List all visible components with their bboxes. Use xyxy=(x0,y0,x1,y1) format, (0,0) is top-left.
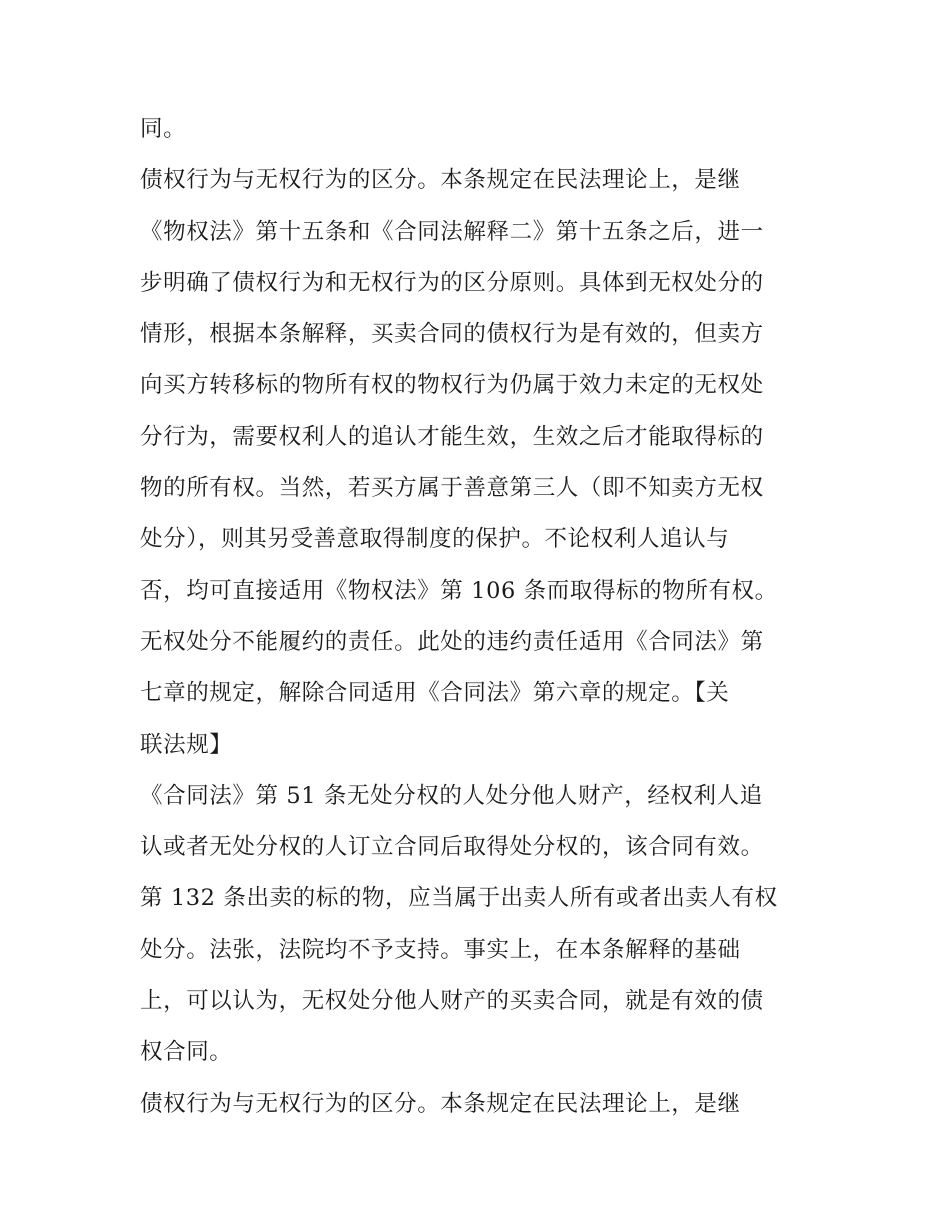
text-line: 向买方转移标的物所有权的物权行为仍属于效力未定的无权处 xyxy=(140,372,764,399)
text-line: 债权行为与无权行为的区分。本条规定在民法理论上，是继 xyxy=(140,167,741,194)
text-line: 债权行为与无权行为的区分。本条规定在民法理论上，是继 xyxy=(140,1090,741,1117)
text-line: 处分），则其另受善意取得制度的保护。不论权利人追认与 xyxy=(140,526,730,553)
text-line: 认或者无处分权的人订立合同后取得处分权的，该合同有效。 xyxy=(140,834,764,861)
text-line: 步明确了债权行为和无权行为的区分原则。具体到无权处分的 xyxy=(140,269,764,296)
text-line: 《合同法》第 51 条无处分权的人处分他人财产，经权利人追 xyxy=(140,782,763,809)
text-line: 物的所有权。当然，若买方属于善意第三人（即不知卖方无权 xyxy=(140,475,764,502)
text-line: 第 132 条出卖的标的物，应当属于出卖人所有或者出卖人有权 xyxy=(140,885,778,912)
text-line: 联法规】 xyxy=(140,731,233,758)
text-line: 否，均可直接适用《物权法》第 106 条而取得标的物所有权。 xyxy=(140,577,778,604)
text-line: 同。 xyxy=(140,116,187,142)
text-line: 无权处分不能履约的责任。此处的违约责任适用《合同法》第 xyxy=(140,628,764,655)
text-line: 七章的规定，解除合同适用《合同法》第六章的规定。【关 xyxy=(140,680,730,707)
text-line: 《物权法》第十五条和《合同法解释二》第十五条之后，进一 xyxy=(140,218,764,245)
body-text xyxy=(140,104,820,1130)
text-line: 处分。法张，法院均不予支持。事实上，在本条解释的基础 xyxy=(140,936,741,963)
text-line: 情形，根据本条解释，买卖合同的债权行为是有效的，但卖方 xyxy=(140,321,764,348)
text-line: 分行为，需要权利人的追认才能生效，生效之后才能取得标的 xyxy=(140,423,764,450)
text-line: 权合同。 xyxy=(140,1039,233,1066)
text-line: 上，可以认为，无权处分他人财产的买卖合同，就是有效的债 xyxy=(140,988,764,1015)
